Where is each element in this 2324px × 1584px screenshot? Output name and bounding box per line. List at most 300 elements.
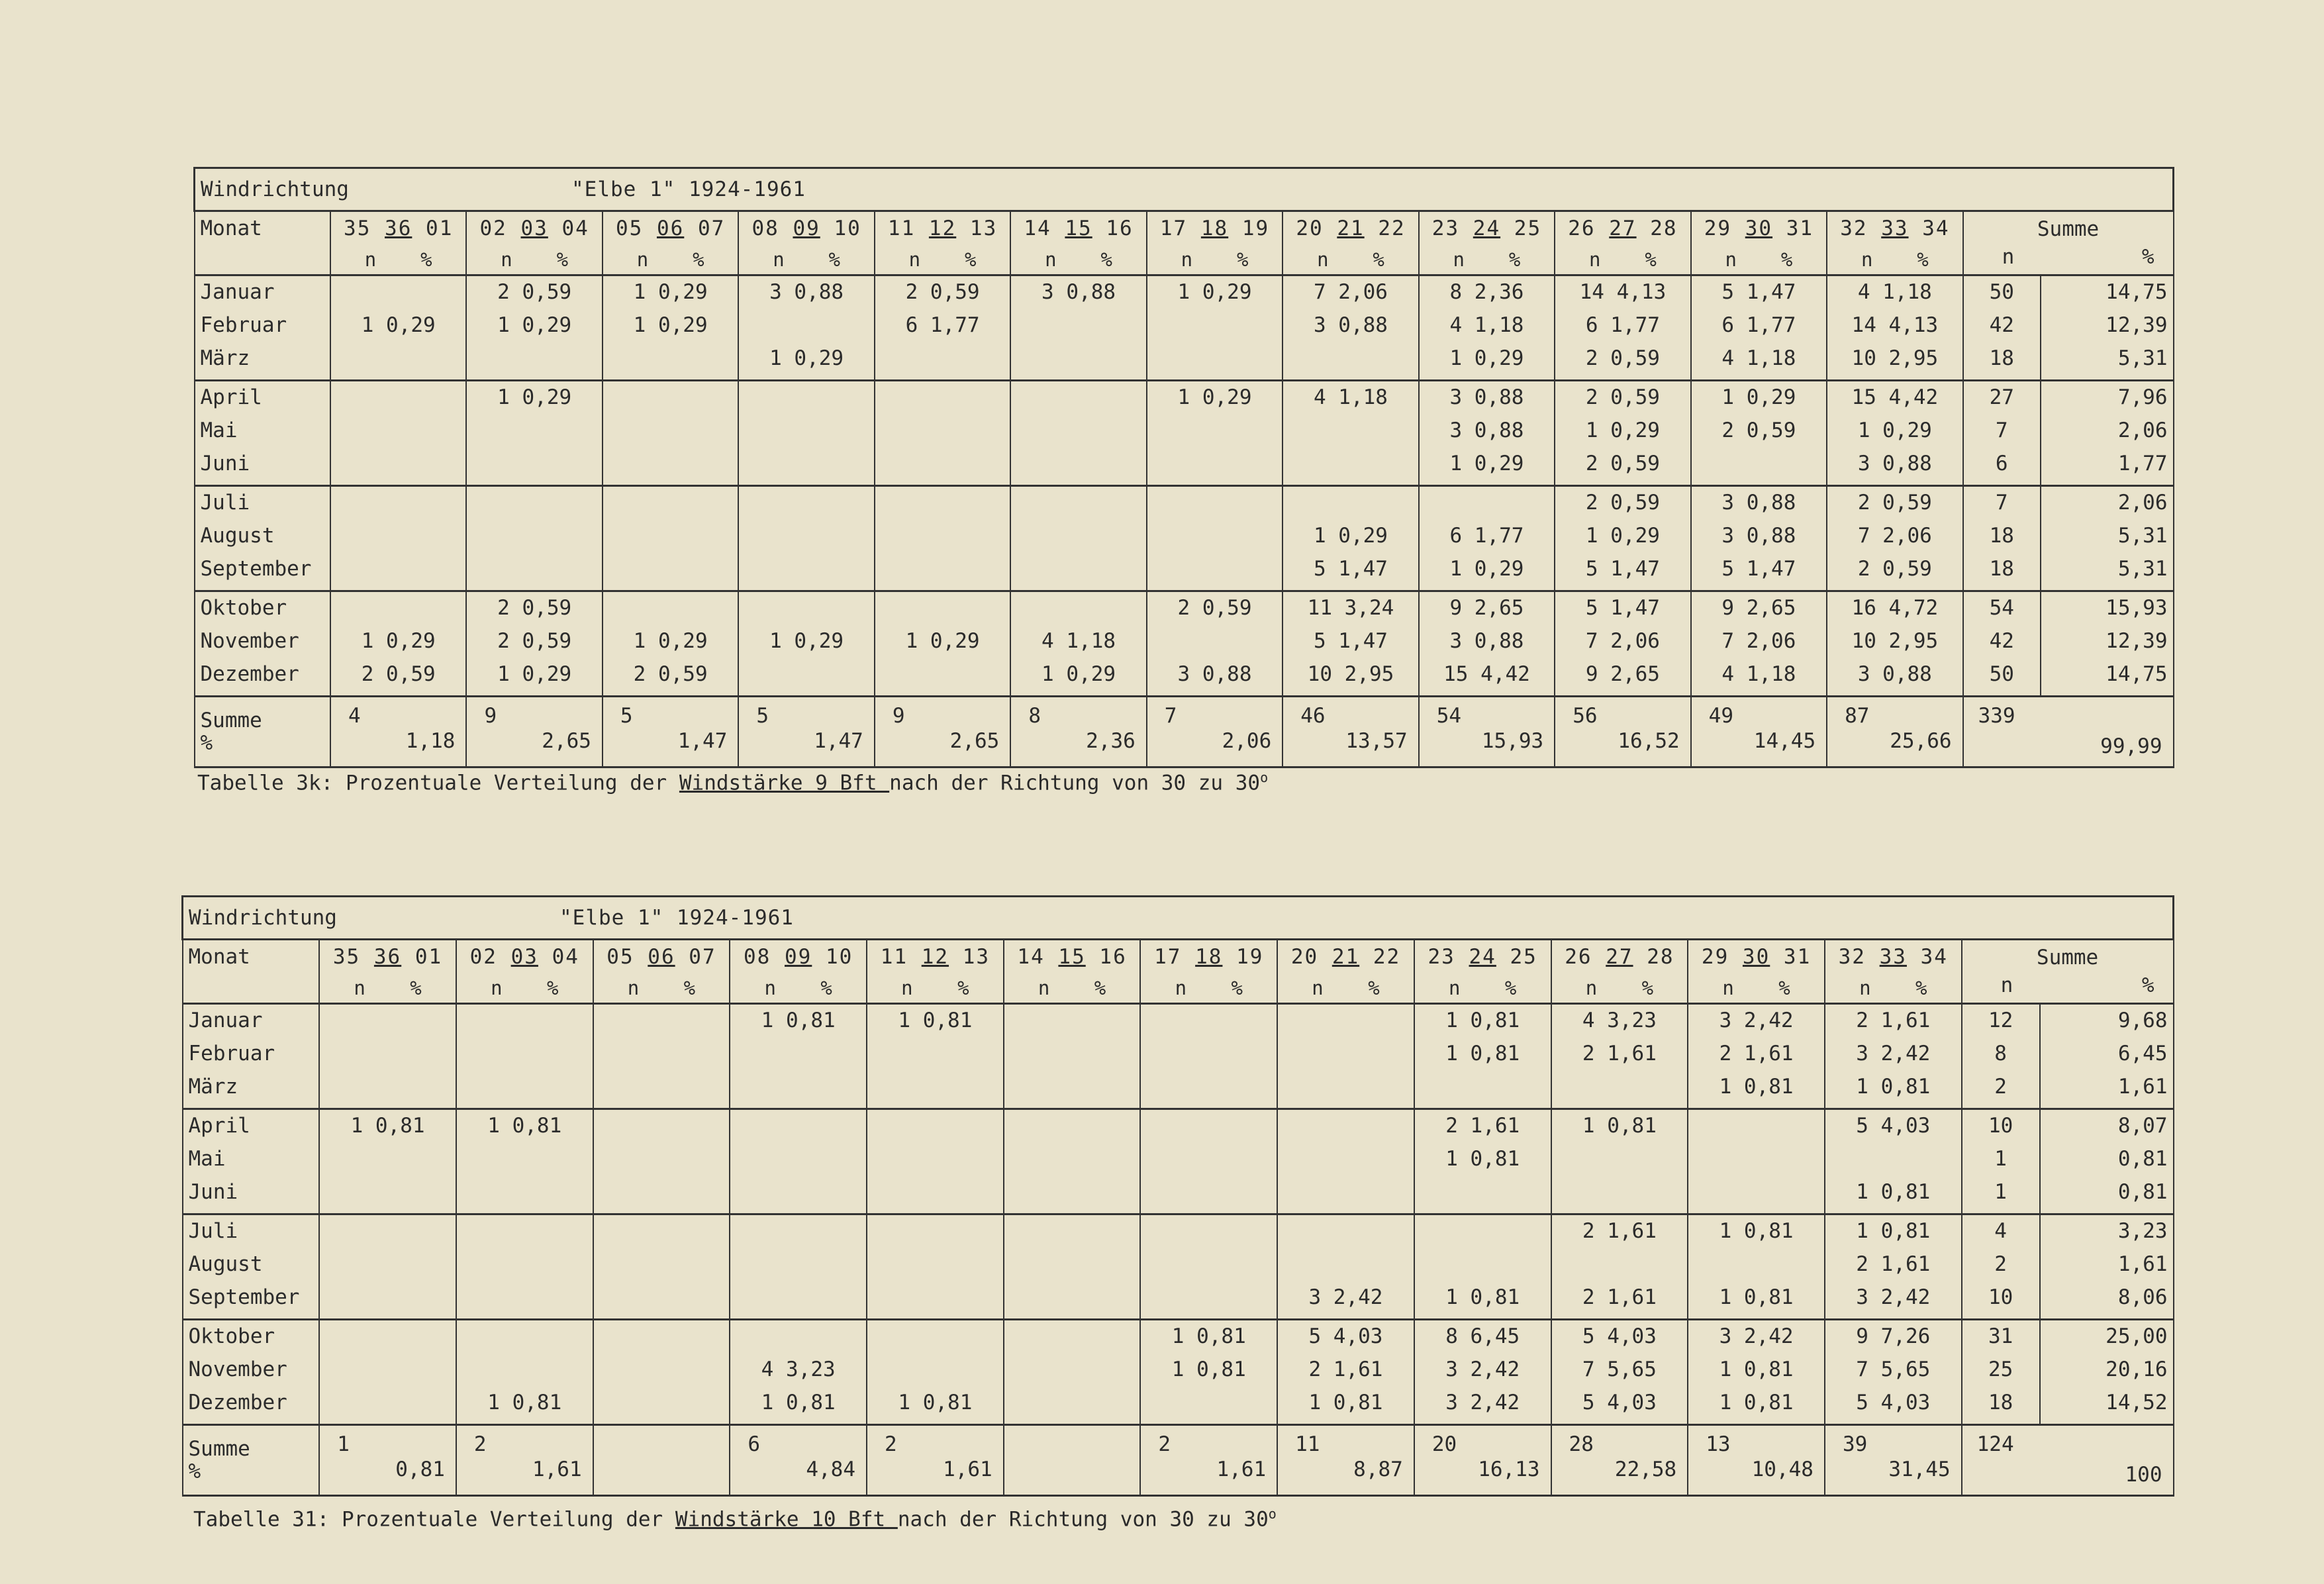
column-total — [1004, 1425, 1141, 1496]
n-label: n — [1725, 248, 1737, 271]
table-cell — [319, 1180, 456, 1214]
table-cell: 2 0,59 — [1827, 486, 1962, 524]
table-cell — [1010, 486, 1146, 524]
column-total-pct: 13,57 — [1345, 729, 1408, 753]
table-cell: 1 0,81 — [1414, 1042, 1551, 1075]
table-cell — [738, 381, 874, 419]
n-label: n — [364, 248, 377, 271]
row-sum-n: 2 — [1962, 1075, 2040, 1109]
table-cell: 3 0,88 — [1147, 662, 1283, 697]
row-sum-pct: 8,06 — [2040, 1285, 2174, 1320]
row-sum-n: 31 — [1962, 1320, 2040, 1358]
table-cell: 1 0,81 — [1688, 1391, 1825, 1425]
table-cell: 16 4,72 — [1827, 591, 1962, 630]
pct-label: % — [1368, 977, 1380, 999]
table-cell — [738, 313, 874, 346]
table-cell — [1277, 1004, 1414, 1042]
direction-degree: 06 — [656, 217, 685, 240]
table-cell: 4 1,18 — [1691, 662, 1827, 697]
direction-sector-8 — [1414, 940, 1551, 974]
table-row — [183, 1042, 2174, 1075]
table-cell: 2 0,59 — [875, 275, 1010, 314]
n-pct-subheader — [330, 245, 466, 275]
table-cell — [1010, 452, 1146, 486]
table-cell — [319, 1391, 456, 1425]
direction-degree: 34 — [1920, 945, 1948, 969]
table-row — [183, 1391, 2174, 1425]
month-label: Dezember — [183, 1391, 320, 1425]
month-label: November — [195, 629, 330, 662]
row-sum-n: 50 — [1963, 662, 2041, 697]
column-total — [1283, 697, 1418, 767]
grand-total-pct: 100 — [2125, 1463, 2162, 1487]
n-label: n — [901, 977, 913, 999]
table-cell — [867, 1285, 1004, 1320]
table-cell — [730, 1075, 867, 1109]
row-sum-n: 18 — [1963, 346, 2041, 381]
table-cell — [738, 524, 874, 557]
title-row — [183, 897, 2174, 940]
row-sum-pct: 3,23 — [2040, 1214, 2174, 1253]
column-total-pct: 8,87 — [1353, 1458, 1403, 1481]
table-cell — [1140, 1285, 1277, 1320]
column-total — [1010, 697, 1146, 767]
row-sum-n: 42 — [1963, 313, 2041, 346]
row-sum-pct: 12,39 — [2041, 629, 2174, 662]
row-sum-n: 10 — [1962, 1109, 2040, 1148]
direction-degree: 05 — [606, 945, 634, 969]
summe-label: Summe — [2036, 946, 2099, 969]
row-sum-n: 50 — [1963, 275, 2041, 314]
table-cell — [867, 1075, 1004, 1109]
row-sum-n: 18 — [1963, 557, 2041, 591]
table-cell: 1 0,29 — [330, 313, 466, 346]
table-row — [183, 1358, 2174, 1391]
n-label: n — [501, 248, 512, 271]
table-cell: 6 1,77 — [1555, 313, 1690, 346]
caption-degree: o — [1260, 769, 1269, 785]
table-cell: 1 0,81 — [456, 1391, 593, 1425]
n-label: n — [1453, 248, 1465, 271]
direction-header-row — [183, 940, 2174, 974]
pct-label: % — [1915, 977, 1927, 999]
month-label: Juli — [195, 486, 330, 524]
direction-degree: 09 — [785, 945, 812, 969]
table-cell: 7 2,06 — [1283, 275, 1418, 314]
column-total — [1688, 1425, 1825, 1496]
table-cell — [466, 419, 602, 452]
table-cell — [875, 381, 1010, 419]
direction-sector-7 — [1283, 211, 1418, 246]
table-cell — [1004, 1358, 1141, 1391]
column-total — [738, 697, 874, 767]
table-row — [195, 591, 2174, 630]
table-row — [183, 1320, 2174, 1358]
table-cell — [1277, 1147, 1414, 1180]
row-sum-pct: 0,81 — [2040, 1147, 2174, 1180]
table-cell — [1688, 1147, 1825, 1180]
summe-header — [1962, 940, 2174, 1004]
table-row — [195, 557, 2174, 591]
table-cell — [1147, 486, 1283, 524]
direction-degree: 28 — [1650, 217, 1678, 240]
grand-total-n-cell — [1963, 697, 2041, 767]
direction-degree: 25 — [1514, 217, 1542, 240]
direction-sector-11 — [1827, 211, 1962, 246]
table-cell: 2 1,61 — [1551, 1285, 1688, 1320]
table-cell — [1688, 1109, 1825, 1148]
table-cell — [593, 1147, 730, 1180]
caption-prefix: Tabelle 3k: Prozentuale Verteilung der — [197, 771, 679, 795]
table-cell: 2 0,59 — [466, 591, 602, 630]
table-cell: 1 0,81 — [1414, 1147, 1551, 1180]
column-total-pct: 22,58 — [1614, 1458, 1677, 1481]
table-cell — [319, 1075, 456, 1109]
table-cell: 1 0,81 — [730, 1004, 867, 1042]
pct-label: % — [1645, 248, 1657, 271]
table-cell — [1004, 1075, 1141, 1109]
table-cell: 3 0,88 — [1283, 313, 1418, 346]
n-pct-subheader — [466, 245, 602, 275]
direction-degree: 10 — [826, 945, 853, 969]
month-label: Januar — [195, 275, 330, 314]
column-total — [593, 1425, 730, 1496]
direction-degree: 27 — [1609, 217, 1637, 240]
table-cell — [456, 1320, 593, 1358]
direction-degree: 32 — [1840, 217, 1868, 240]
table-cell — [1277, 1075, 1414, 1109]
table-cell — [319, 1042, 456, 1075]
column-total — [1419, 697, 1555, 767]
table-cell — [1004, 1285, 1141, 1320]
table-cell: 1 0,29 — [1010, 662, 1146, 697]
table-cell — [466, 524, 602, 557]
table-cell — [593, 1214, 730, 1253]
table-cell — [875, 524, 1010, 557]
n-label: n — [1181, 248, 1193, 271]
table-row — [195, 629, 2174, 662]
table-cell — [603, 452, 738, 486]
n-label: n — [627, 977, 640, 999]
column-total-pct: 1,61 — [943, 1458, 993, 1481]
column-total-pct: 2,06 — [1222, 729, 1272, 753]
table-cell — [1140, 1180, 1277, 1214]
table-cell: 2 0,59 — [1555, 486, 1690, 524]
title-cell — [195, 168, 2174, 211]
table-cell — [1277, 1214, 1414, 1253]
table-cell — [730, 1320, 867, 1358]
n-label: n — [1038, 977, 1050, 999]
table-row — [183, 1214, 2174, 1253]
row-sum-n: 6 — [1963, 452, 2041, 486]
n-label: n — [1317, 248, 1329, 271]
table-cell — [319, 1358, 456, 1391]
table-cell: 2 0,59 — [603, 662, 738, 697]
summe-label: Summe — [2037, 217, 2100, 241]
table-cell — [730, 1042, 867, 1075]
column-total-pct: 16,52 — [1618, 729, 1680, 753]
table-cell — [875, 452, 1010, 486]
table-cell: 1 0,29 — [603, 275, 738, 314]
row-sum-pct: 5,31 — [2041, 346, 2174, 381]
table-cell — [730, 1214, 867, 1253]
table-cell: 1 0,81 — [1688, 1285, 1825, 1320]
month-label: Februar — [183, 1042, 320, 1075]
table-cell: 3 2,42 — [1414, 1391, 1551, 1425]
direction-sector-5 — [1010, 211, 1146, 246]
direction-degree: 17 — [1159, 217, 1188, 240]
caption-table-3l — [193, 1506, 1277, 1531]
direction-degree: 19 — [1236, 945, 1264, 969]
direction-degree: 27 — [1606, 945, 1633, 969]
n-label: n — [1585, 977, 1598, 999]
row-sum-pct: 2,06 — [2041, 486, 2174, 524]
row-sum-n: 7 — [1963, 486, 2041, 524]
summe-pct-sign: % — [188, 1460, 201, 1483]
column-total-pct: 15,93 — [1481, 729, 1544, 753]
column-total — [867, 1425, 1004, 1496]
monat-spacer — [195, 245, 330, 275]
table-cell — [1004, 1180, 1141, 1214]
table-cell: 9 2,65 — [1691, 591, 1827, 630]
table-cell — [330, 275, 466, 314]
pct-label: % — [1236, 248, 1249, 271]
month-label: September — [183, 1285, 320, 1320]
table-cell: 5 1,47 — [1283, 557, 1418, 591]
table-cell: 3 2,42 — [1688, 1320, 1825, 1358]
table-cell — [330, 452, 466, 486]
table-cell — [319, 1320, 456, 1358]
table-cell — [603, 557, 738, 591]
month-label: Februar — [195, 313, 330, 346]
column-total-n: 1 — [337, 1432, 350, 1456]
table-row — [183, 1285, 2174, 1320]
table-cell — [875, 662, 1010, 697]
table-cell: 5 1,47 — [1555, 557, 1690, 591]
table-cell: 3 2,42 — [1825, 1285, 1962, 1320]
table-cell — [738, 452, 874, 486]
column-total-n: 13 — [1706, 1432, 1731, 1456]
table-cell — [593, 1042, 730, 1075]
table-cell: 1 0,81 — [1277, 1391, 1414, 1425]
column-total-pct: 31,45 — [1888, 1458, 1951, 1481]
row-sum-pct: 5,31 — [2041, 524, 2174, 557]
direction-degree: 10 — [834, 217, 861, 240]
direction-degree: 30 — [1742, 945, 1770, 969]
station-title: "Elbe 1" 1924-1961 — [559, 906, 794, 930]
column-total-pct: 1,18 — [405, 729, 456, 753]
column-total — [330, 697, 466, 767]
windrichtung-label: Windrichtung — [201, 177, 349, 201]
direction-degree: 06 — [648, 945, 675, 969]
table-cell — [330, 419, 466, 452]
n-label: n — [354, 977, 365, 999]
caption-table-3k — [197, 769, 1268, 795]
table-cell — [867, 1252, 1004, 1285]
table-cell — [593, 1109, 730, 1148]
table-row — [195, 275, 2174, 314]
table-cell: 4 1,18 — [1691, 346, 1827, 381]
column-total-pct: 25,66 — [1890, 729, 1952, 753]
column-total-pct: 2,65 — [542, 729, 591, 753]
table-cell — [466, 346, 602, 381]
table-cell: 2 0,59 — [330, 662, 466, 697]
column-total-n: 5 — [756, 704, 769, 728]
table-cell: 15 4,42 — [1827, 381, 1962, 419]
column-total — [1825, 1425, 1962, 1496]
row-sum-pct: 14,52 — [2040, 1391, 2174, 1425]
table-row — [183, 1252, 2174, 1285]
month-label: April — [183, 1109, 320, 1148]
table-cell — [1551, 1147, 1688, 1180]
direction-degree: 36 — [373, 945, 402, 969]
row-sum-n: 2 — [1962, 1252, 2040, 1285]
table-cell — [319, 1214, 456, 1253]
n-pct-subheader — [603, 245, 738, 275]
column-total-n: 4 — [348, 704, 361, 728]
direction-degree: 04 — [552, 945, 579, 969]
month-label: Juni — [195, 452, 330, 486]
n-pct-subheader — [1688, 973, 1825, 1004]
table-cell — [593, 1075, 730, 1109]
table-cell: 1 0,29 — [738, 346, 874, 381]
direction-degree: 26 — [1568, 217, 1596, 240]
n-pct-subheader — [1691, 245, 1827, 275]
column-total-n: 87 — [1845, 704, 1870, 728]
wind-table-10bft — [181, 895, 2174, 1497]
direction-degree: 15 — [1065, 217, 1092, 240]
column-total-pct: 1,61 — [532, 1458, 582, 1481]
column-total-n: 9 — [484, 704, 497, 728]
table-row — [183, 1147, 2174, 1180]
table-cell: 1 0,29 — [1691, 381, 1827, 419]
direction-degree: 21 — [1331, 945, 1360, 969]
windrichtung-label: Windrichtung — [189, 906, 337, 930]
table-cell — [319, 1004, 456, 1042]
table-cell — [456, 1252, 593, 1285]
column-total-n: 7 — [1164, 704, 1177, 728]
table-cell: 1 0,29 — [1827, 419, 1962, 452]
column-total-pct: 0,81 — [395, 1458, 445, 1481]
table-cell — [1010, 591, 1146, 630]
column-total-n: 11 — [1295, 1432, 1320, 1456]
summe-n-label: n — [2002, 245, 2015, 269]
table-cell — [1277, 1109, 1414, 1148]
direction-degree: 29 — [1704, 217, 1732, 240]
n-pct-subheader — [1551, 973, 1688, 1004]
direction-sector-4 — [867, 940, 1004, 974]
column-total — [1551, 1425, 1688, 1496]
table-cell: 1 0,81 — [1825, 1075, 1962, 1109]
row-sum-n: 1 — [1962, 1147, 2040, 1180]
column-total-n: 8 — [1028, 704, 1041, 728]
table-cell: 5 1,47 — [1555, 591, 1690, 630]
table-cell: 7 2,06 — [1555, 629, 1690, 662]
row-sum-pct: 14,75 — [2041, 275, 2174, 314]
pct-label: % — [420, 248, 432, 271]
table-cell — [730, 1285, 867, 1320]
pct-label: % — [820, 977, 832, 999]
grand-total-pct: 99,99 — [2100, 734, 2162, 758]
table-row — [183, 1004, 2174, 1042]
direction-degree: 35 — [344, 217, 371, 240]
direction-degree: 04 — [561, 217, 589, 240]
pct-label: % — [1231, 977, 1243, 999]
n-pct-subheader — [1827, 245, 1962, 275]
table-cell: 1 0,29 — [1555, 419, 1690, 452]
row-sum-n: 12 — [1962, 1004, 2040, 1042]
column-total — [466, 697, 602, 767]
table-cell — [456, 1075, 593, 1109]
n-pct-subheader — [1825, 973, 1962, 1004]
column-total-n: 2 — [1158, 1432, 1171, 1456]
column-total-n: 9 — [892, 704, 905, 728]
direction-degree: 01 — [426, 217, 454, 240]
pct-label: % — [693, 248, 704, 271]
n-label: n — [1175, 977, 1187, 999]
table-cell: 3 2,42 — [1277, 1285, 1414, 1320]
table-cell: 3 2,42 — [1688, 1004, 1825, 1042]
table-cell: 1 0,81 — [1140, 1358, 1277, 1391]
caption-suffix: nach der Richtung von 30 zu 30 — [897, 1507, 1269, 1532]
column-total-pct: 1,47 — [814, 729, 863, 753]
column-total-pct: 16,13 — [1478, 1458, 1540, 1481]
summe-word: Summe — [200, 709, 262, 732]
row-sum-n: 18 — [1962, 1391, 2040, 1425]
table-cell — [593, 1180, 730, 1214]
direction-degree: 23 — [1431, 217, 1460, 240]
table-cell — [456, 1180, 593, 1214]
month-label: Mai — [183, 1147, 320, 1180]
column-total — [1691, 697, 1827, 767]
table-cell — [456, 1004, 593, 1042]
column-total — [1277, 1425, 1414, 1496]
direction-degree: 15 — [1058, 945, 1086, 969]
table-cell — [738, 662, 874, 697]
column-total — [1140, 1425, 1277, 1496]
table-cell — [1147, 313, 1283, 346]
month-label: November — [183, 1358, 320, 1391]
direction-degree: 08 — [751, 217, 779, 240]
n-pct-subheader — [593, 973, 730, 1004]
table-cell — [1004, 1391, 1141, 1425]
n-pct-subheader — [319, 973, 456, 1004]
direction-sector-7 — [1277, 940, 1414, 974]
table-cell — [593, 1285, 730, 1320]
direction-degree: 20 — [1296, 217, 1324, 240]
direction-degree: 23 — [1428, 945, 1455, 969]
month-label: Juli — [183, 1214, 320, 1253]
table-cell — [1010, 313, 1146, 346]
caption-prefix: Tabelle 31: Prozentuale Verteilung der — [193, 1507, 675, 1532]
table-row — [183, 1180, 2174, 1214]
table-cell: 3 0,88 — [1419, 419, 1555, 452]
table-cell: 1 0,81 — [1414, 1285, 1551, 1320]
n-pct-subheader — [730, 973, 867, 1004]
table-cell — [867, 1042, 1004, 1075]
table-cell — [1147, 629, 1283, 662]
n-label: n — [1722, 977, 1734, 999]
table-cell: 3 0,88 — [1419, 629, 1555, 662]
column-total-n: 54 — [1436, 704, 1462, 728]
pct-label: % — [1504, 977, 1517, 999]
table-row — [195, 524, 2174, 557]
table-cell — [319, 1252, 456, 1285]
table-cell: 1 0,81 — [1688, 1214, 1825, 1253]
table-cell — [730, 1109, 867, 1148]
table-cell — [1551, 1252, 1688, 1285]
table-cell: 1 0,81 — [1688, 1075, 1825, 1109]
